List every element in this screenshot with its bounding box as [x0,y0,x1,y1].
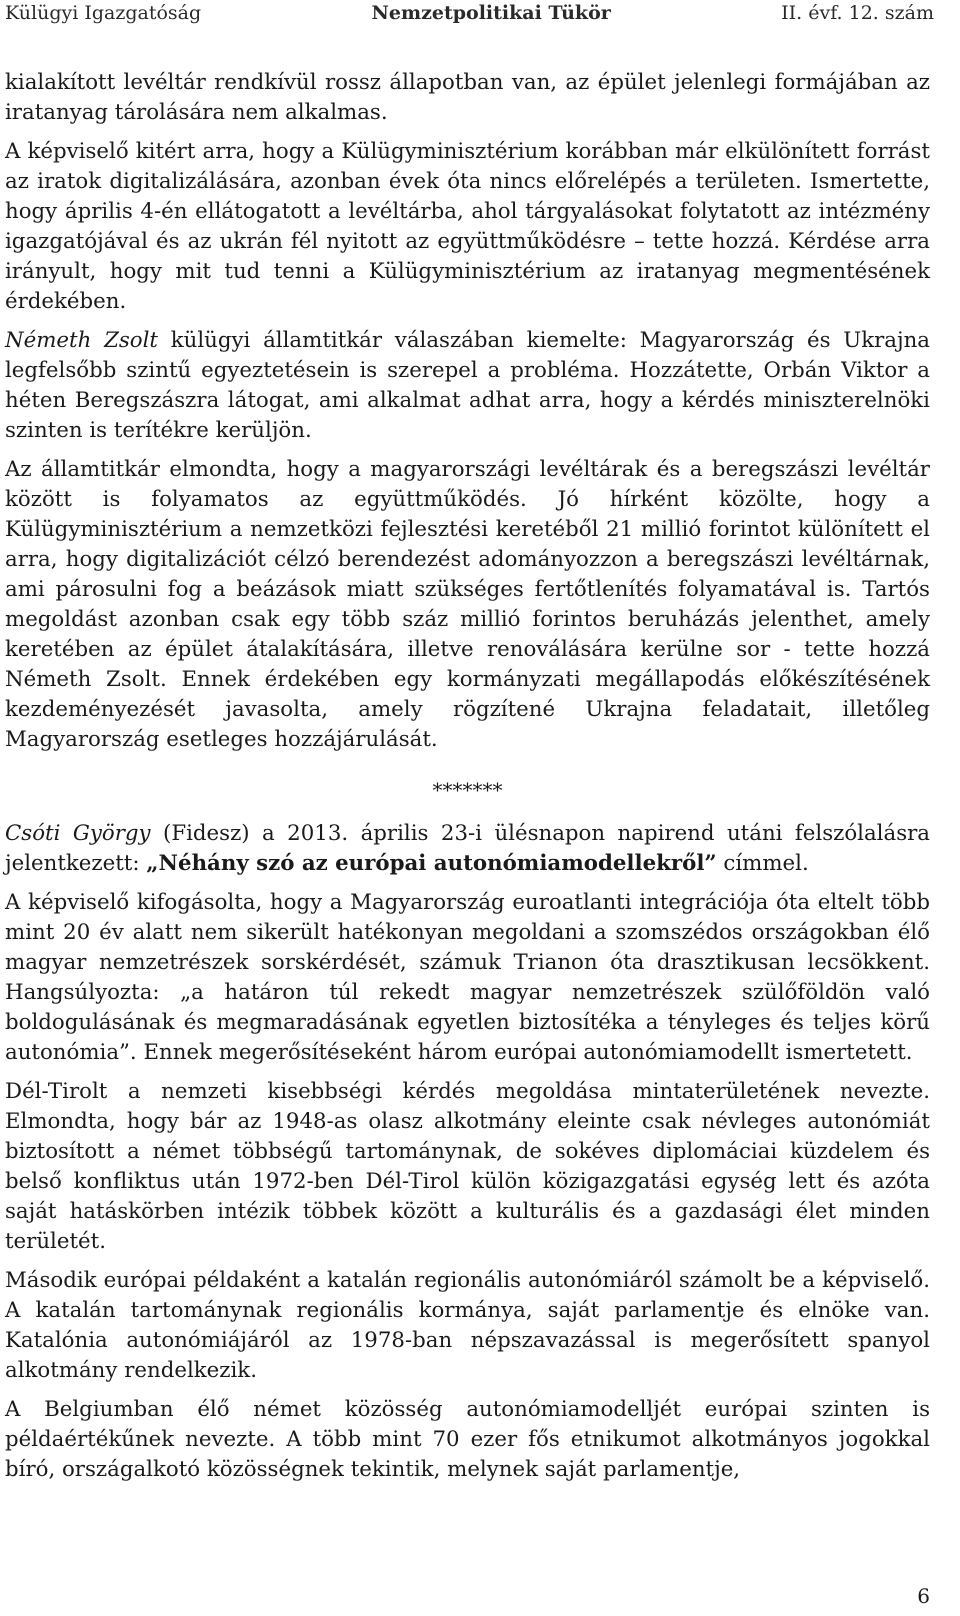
speech-title: „Néhány szó az európai autonómiamodellekről” [146,851,717,876]
paragraph: Az államtitkár elmondta, hogy a magyarországi levéltárak és a beregszászi levéltár között is folyamatos az együttműködés. Jó hírként közölte, hogy a Külügyminisztérium a nemzetközi fejlesztési keretéből 21 millió forintot különített el arra, hogy digitalizációt célzó berendezést adományozzon a beregszászi levéltárnak, ami párosulni fog a beázások miatt szükséges fertőtlenítés folyamatával is. Tartós megoldást azonban csak egy több száz millió forintos beruházás jelenthet, amely keretében az épület átalakítására, illetve renoválására kerülne sor - tette hozzá Németh Zsolt. Ennek érdekében egy kormányzati megállapodás előkészítésének kezdeményezését javasolta, amely rögzítené Ukrajna feladatait, illetőleg Magyarország esetleges hozzájárulását. [5,457,930,752]
paragraph [5,819,930,879]
document-body [5,68,930,1494]
paragraph: A képviselő kifogásolta, hogy a Magyarország euroatlanti integrációja óta eltelt több mint 20 év alatt nem sikerült hatékonyan megoldani a szomszédos országokban élő magyar nemzetrészek sorskérdését, számuk Trianon óta drasztikusan lecsökkent. Hangsúlyozta: „a határon túl rekedt magyar nemzetrészek szülőföldön való boldogulásának és megmaradásának egyetlen biztosítéka a tényleges és teljes körű autonómia”. Ennek megerősítéseként három európai autonómiamodellt ismertetett. [5,890,930,1065]
paragraph: Dél-Tirolt a nemzeti kisebbségi kérdés megoldása mintaterületének nevezte. Elmondta, hogy bár az 1948-as olasz alkotmány eleinte csak névleges autonómiát biztosított a német többségű tartománynak, de sokéves diplomáciai küzdelem és belső konfliktus után 1972-ben Dél-Tirol külön közigazgatási egység lett és azóta saját hatáskörben intézik többek között a kulturális és a gazdasági élet minden területét. [5,1079,930,1254]
paragraph: A Belgiumban élő német közösség autonómiamodelljét európai szinten is példaértékűnek nevezte. A több mint 70 ezer fős etnikumot alkotmányos jogokkal bíró, országalkotó közösségnek tekintik, melynek saját parlamentje, [5,1397,930,1482]
page-header [5,0,934,26]
paragraph: A képviselő kitért arra, hogy a Külügyminisztérium korábban már elkülönített forrást az iratok digitalizálására, azonban évek óta nincs előrelépés a területen. Ismertette, hogy április 4-én ellátogatott a levéltárba, ahol tárgyalásokat folytatott az intézmény igazgatójával és az ukrán fél nyitott az együttműködésre – tette hozzá. Kérdése arra irányult, hogy mit tud tenni a Külügyminisztérium az iratanyag megmentésének érdekében. [5,139,930,314]
speaker-name: Németh Zsolt [5,328,158,353]
paragraph-text: (Fidesz) a 2013. április 23-i ülésnapon napirend utáni felszólalásra jelentkezett: [5,821,930,876]
speaker-name: Csóti György [5,821,151,846]
section-separator: ******* [432,778,503,802]
page-number: 6 [917,1584,930,1608]
paragraph-text: külügyi államtitkár válaszában kiemelte: Magyarország és Ukrajna legfelsőbb szintű egyeztetésein is szerepel a probléma. Hozzátette, Orbán Viktor a héten Beregszászra látogat, ami alkalmat adhat arra, hogy a kérdés miniszterelnöki szinten is terítékre kerüljön. [5,328,930,443]
header-left: Külügyi Igazgatóság [5,2,202,24]
header-center: Nemzetpolitikai Tükör [371,2,611,24]
header-right: II. évf. 12. szám [781,2,934,24]
paragraph: kialakított levéltár rendkívül rossz állapotban van, az épület jelenlegi formájában az iratanyag tárolására nem alkalmas. [5,70,930,125]
paragraph [5,326,930,446]
paragraph: Második európai példaként a katalán regionális autonómiáról számolt be a képviselő. A katalán tartománynak regionális kormánya, saját parlamentje és elnöke van. Katalónia autonómiájáról az 1978-ban népszavazással is megerősített spanyol alkotmány rendelkezik. [5,1268,930,1383]
paragraph-text: címmel. [716,851,809,876]
